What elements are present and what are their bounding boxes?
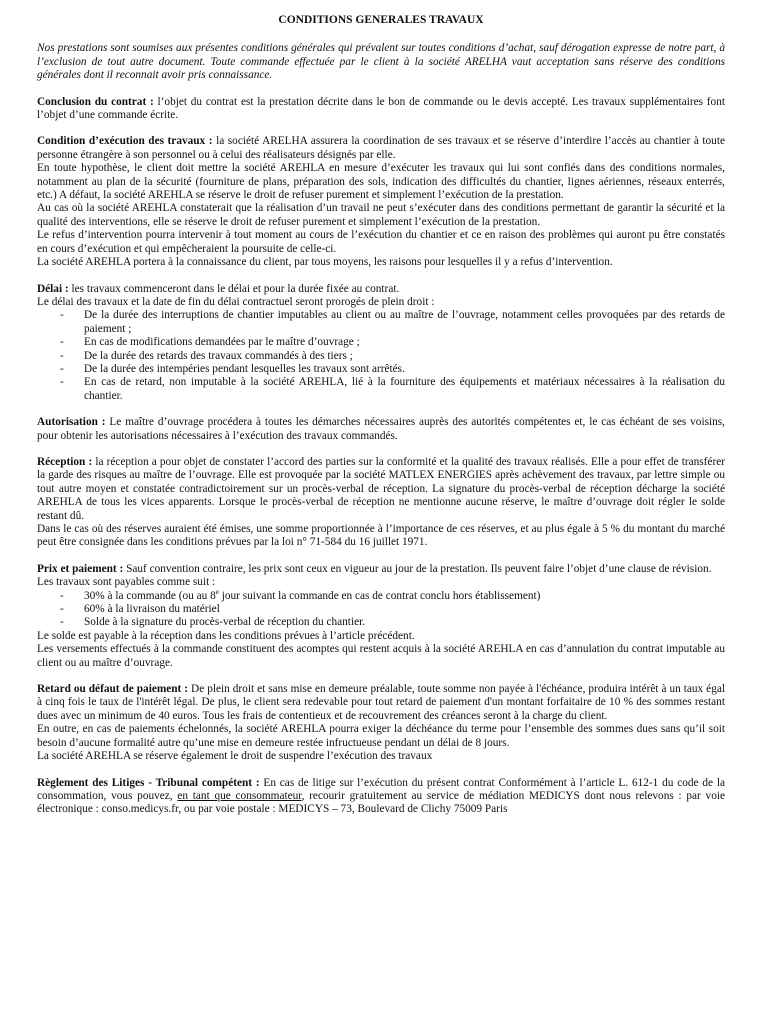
section-autorisation	[37, 416, 725, 443]
list-item: - De la durée des intempéries pendant lesquelles les travaux sont arrêtés.	[37, 363, 725, 376]
delai-paragraph-2: Le délai des travaux et la date de fin du délai contractuel seront prorogés de plein droit :	[37, 295, 435, 308]
litiges-text-post: , recourir gratuitement au service de médiation MEDICYS dont nous relevons : par voie électronique : conso.medicys.fr, ou par voie postale : MEDICYS – 73, Boulevard de Clichy 75009 Paris	[37, 789, 725, 816]
execution-paragraph-1	[37, 135, 725, 162]
reception-paragraph-2: Dans le cas où des réserves auraient été émises, une somme proportionnée à l’importance de ces réserves, et au plus égale à 5 % du montant du marché peut être consignée dans les conditions prévues par la loi n° 71-584 du 16 juillet 1971.	[37, 523, 725, 549]
list-item: - Solde à la signature du procès-verbal de réception du chantier.	[37, 616, 725, 629]
section-conclusion	[37, 96, 725, 123]
prix-paragraph-1	[37, 563, 725, 576]
prix-item-1-pre: 30% à la commande (ou au 8	[84, 589, 216, 602]
ordinal-superscript: e	[215, 587, 219, 596]
retard-paragraph-2: En outre, en cas de paiements échelonnés, la société AREHLA pourra exiger la déchéance du terme pour l’ensemble des sommes dues sans qu’il soit besoin d’aucune formalité autre qu’une mise en demeure restée infructueuse pendant un délai de 8 jours.	[37, 723, 725, 749]
retard-heading: Retard ou défaut de paiement :	[37, 683, 189, 696]
prix-item-1-post: jour suivant la commande en cas de contrat conclu hors établissement)	[218, 589, 541, 602]
section-litiges	[37, 777, 725, 817]
delai-text-1: les travaux commenceront dans le délai et pour la durée fixée au contrat.	[68, 282, 400, 295]
list-item: - 60% à la livraison du matériel	[37, 603, 725, 616]
prix-text-1: Sauf convention contraire, les prix sont ceux en vigueur au jour de la prestation. Ils peuvent faire l’objet d’une clause de révision.	[123, 562, 712, 575]
litiges-paragraph	[37, 777, 725, 817]
list-item: - En cas de retard, non imputable à la société AREHLA, lié à la fourniture des équipements et matériaux nécessaires à la réalisation du chantier.	[37, 376, 725, 403]
list-item: - De la durée des interruptions de chantier imputables au client ou au maître de l’ouvrage, notamment celles provoquées par des retards de paiement ;	[37, 309, 725, 336]
conclusion-text: l’objet du contrat est la prestation décrite dans le bon de commande ou le devis accepté. Les travaux supplémentaires font l’objet d’une commande écrite.	[37, 95, 725, 122]
execution-heading: Condition d’exécution des travaux :	[37, 135, 213, 148]
section-retard	[37, 683, 725, 763]
delai-paragraph-1	[37, 283, 725, 296]
execution-text-1: la société ARELHA assurera la coordination de ses travaux et se réserve d’interdire l’accès au chantier à toute personne étrangère à son personnel ou à celui des réalisateurs désignés par elle.	[37, 135, 725, 161]
reception-text-1: la réception a pour objet de constater l’accord des parties sur la conformité et la qualité des travaux réalisés. Elle a pour effet de transférer la garde des risques au maître de l’ouvrage. Elle est provoquée par la société MATLEX ENERGIES après achèvement des travaux, par lettre simple ou tout autre moyen et constatée contradictoirement sur un procès-verbal de réception. La signature du procès-verbal de réception décharge la société AREHLA de tous les vices apparents. Lorsque le procès-verbal de réception ne mentionne aucune réserve, le maître d’ouvrage doit régler le solde restant dû.	[37, 455, 725, 522]
execution-paragraph-3: Au cas où la société AREHLA constaterait que la réalisation d’un travail ne peut s’exécuter dans des conditions permettant de garantir la sécurité et la qualité des interventions, elle se réserve le droit de refuser purement et simplement l’exécution de la prestation.	[37, 202, 725, 228]
consumer-underlined-text: en tant que consommateur	[177, 789, 302, 802]
conclusion-heading: Conclusion du contrat :	[37, 95, 154, 108]
execution-paragraph-2: En toute hypothèse, le client doit mettre la société AREHLA en mesure d’exécuter les travaux qui lui sont confiés dans des conditions normales, notamment au plan de la sécurité (fourniture de plans, préparation des sols, indication des difficultés du chantier, lignes aériennes, réseaux enterrés, etc.) A défaut, la société AREHLA se réserve le droit de refuser purement et simplement l’exécution de la prestation.	[37, 162, 725, 202]
section-reception	[37, 456, 725, 550]
retard-text-1: De plein droit et sans mise en demeure préalable, toute somme non payée à l'échéance, produira intérêt à un taux égal à cinq fois le taux de l'intérêt légal. De plus, le client sera redevable pour tout retard de paiement d'un montant forfaitaire de 10 % des sommes restant dues avec un minimum de 40 euros. Tous les frais de contentieux et de recouvrement des créances seront à la charge du client.	[37, 683, 725, 722]
document-title: CONDITIONS GENERALES TRAVAUX	[278, 14, 484, 26]
litiges-heading: Règlement des Litiges - Tribunal compétent :	[37, 776, 260, 789]
reception-paragraph-1	[37, 456, 725, 523]
autorisation-heading: Autorisation :	[37, 416, 106, 429]
litiges-text-pre: En cas de litige sur l’exécution du présent contrat Conformément à l’article L. 612-1 du code de la consommation, vous pouvez,	[37, 776, 725, 802]
prix-paragraph-2: Les travaux sont payables comme suit :	[37, 576, 216, 589]
retard-paragraph-1	[37, 683, 725, 723]
section-execution	[37, 135, 725, 269]
list-item: - En cas de modifications demandées par le maître d’ouvrage ;	[37, 336, 725, 349]
list-item	[37, 587, 725, 603]
prix-paragraph-3: Le solde est payable à la réception dans les conditions prévues à l’article précédent.	[37, 629, 415, 642]
execution-paragraph-4: Le refus d’intervention pourra intervenir à tout moment au cours de l’exécution du chantier et ce en raison des problèmes qui auront pu être constatés en cours d’exécution et qui empêcheraient la poursuite de celle-ci.	[37, 229, 725, 255]
autorisation-paragraph	[37, 416, 725, 443]
retard-paragraph-3: La société AREHLA se réserve également le droit de suspendre l’exécution des travaux	[37, 750, 433, 763]
section-delai	[37, 283, 725, 404]
document-page	[37, 14, 725, 830]
list-item: - De la durée des retards des travaux commandés à des tiers ;	[37, 350, 725, 363]
prix-heading: Prix et paiement :	[37, 562, 124, 575]
conclusion-paragraph	[37, 96, 725, 123]
execution-paragraph-5: La société AREHLA portera à la connaissance du client, par tous moyens, les raisons pour lesquelles il y a refus d’intervention.	[37, 256, 613, 269]
prix-list	[37, 587, 725, 630]
prix-paragraph-4: Les versements effectués à la commande constituent des acomptes qui restent acquis à la société AREHLA en cas d’annulation du contrat imputable au client ou au maître d’ouvrage.	[37, 643, 725, 669]
autorisation-text: Le maître d’ouvrage procédera à toutes les démarches nécessaires auprès des autorités compétentes et, le cas échéant de ses voisins, pour obtenir les autorisations nécessaires à l’exécution des travaux commandés.	[37, 416, 726, 442]
reception-heading: Réception :	[37, 455, 93, 468]
delai-heading: Délai :	[37, 282, 69, 295]
delai-list	[37, 309, 725, 403]
intro-paragraph: Nos prestations sont soumises aux présentes conditions générales qui prévalent sur toutes conditions d’achat, sauf dérogation expresse de notre part, à l’exclusion de tout autre document. Toute commande effectuée par le client à la société ARELHA vaut acceptation sans réserve des conditions générales dont il reconnait avoir pris connaissance.	[37, 42, 725, 82]
section-prix	[37, 563, 725, 670]
